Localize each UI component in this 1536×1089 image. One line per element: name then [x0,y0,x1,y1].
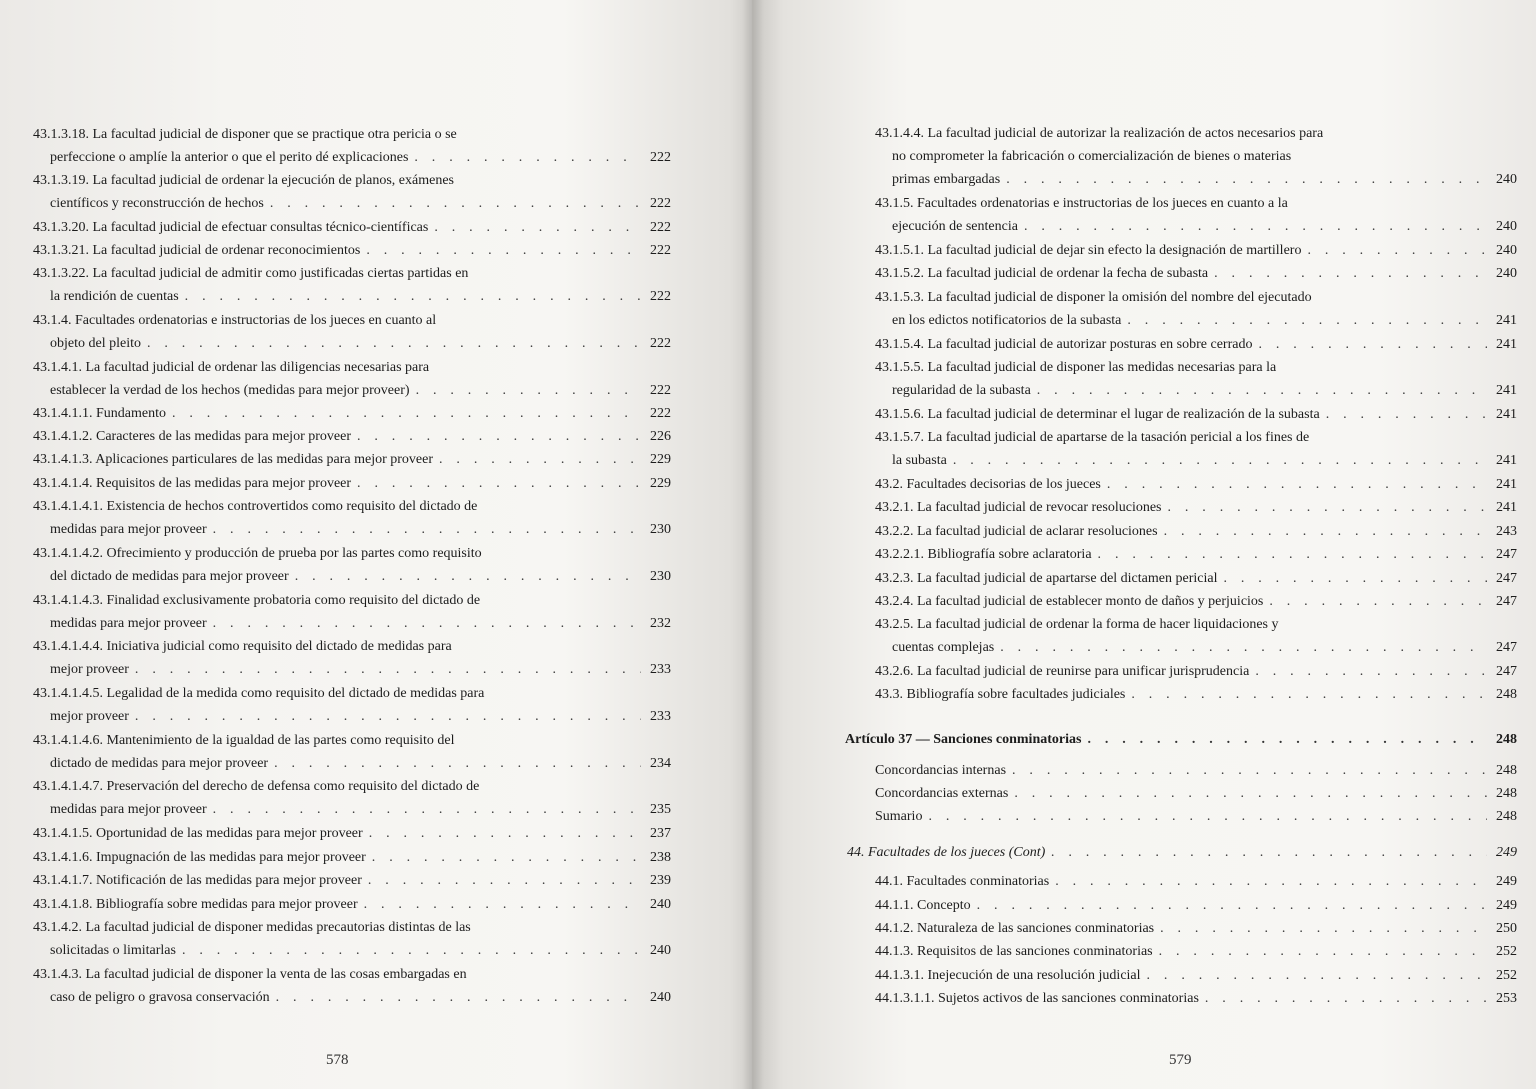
dot-leader [439,450,641,470]
toc-entry-page: 241 [1496,500,1517,515]
toc-entry-line [875,872,1517,892]
toc-entry-line [875,615,1517,635]
toc-entry-page: 241 [1496,313,1517,328]
toc-entry-title: no comprometer la fabricación o comercialización de bienes o materias [892,149,1292,164]
toc-entry-line [875,896,1517,916]
toc-entry-page: 240 [1496,243,1517,258]
toc-entry-line [50,381,671,401]
dot-leader [1160,919,1487,939]
toc-entry-line [875,335,1517,355]
dot-leader [414,148,641,168]
toc-entry-line [875,241,1517,261]
toc-entry-title: 43.1.4. Facultades ordenatorias e instructorias de los jueces en cuanto al [33,313,437,328]
toc-entry-line [875,522,1517,542]
toc-entry-page: 247 [1496,664,1517,679]
dot-leader [1024,217,1487,237]
toc-entry-page: 248 [1496,763,1517,778]
dot-leader [1107,475,1487,495]
toc-entry-page: 240 [1496,266,1517,281]
toc-entry-line [50,287,671,307]
toc-entry-page: 241 [1496,453,1517,468]
dot-leader [1205,989,1487,1009]
dot-leader [1223,569,1487,589]
dot-leader [1164,522,1487,542]
toc-entry-title: 43.1.3.22. La facultad judicial de admitir como justificadas ciertas partidas en [33,266,469,281]
toc-entry-page: 222 [650,243,671,258]
dot-leader [369,824,641,844]
toc-entry-line [50,800,671,820]
dot-leader [213,800,641,820]
toc-entry-title: 43.1.4.1.4.4. Iniciativa judicial como requisito del dictado de medidas para [33,639,452,654]
toc-entry-title: 43.2.4. La facultad judicial de establecer monto de daños y perjuicios [875,594,1264,609]
page-number: 578 [326,1052,349,1068]
toc-entry-line [875,919,1517,939]
toc-entry-page: 247 [1496,571,1517,586]
toc-entry-line [875,428,1517,448]
toc-entry-title: medidas para mejor proveer [50,522,207,537]
dot-leader [928,807,1487,827]
toc-entry-title: Sumario [875,809,923,824]
toc-entry-title: 44.1.3. Requisitos de las sanciones conminatorias [875,944,1153,959]
toc-entry-title: objeto del pleito [50,336,141,351]
toc-entry-page: 248 [1496,732,1517,747]
toc-entry-page: 237 [650,826,671,841]
toc-entry-title: 43.1.4.3. La facultad judicial de disponer la venta de las cosas embargadas en [33,967,467,982]
toc-entry-line [33,684,671,704]
toc-entry-line [33,544,671,564]
dot-leader [172,404,641,424]
toc-entry-page: 249 [1496,845,1517,860]
toc-entry-line [875,761,1517,781]
toc-entry-line [875,358,1517,378]
toc-entry-line [33,404,671,424]
toc-entry-page: 222 [650,406,671,421]
toc-entry-line [875,194,1517,214]
toc-entry-line [33,171,671,191]
toc-entry-title: 43.1.4.1.4.5. Legalidad de la medida como requisito del dictado de medidas para [33,686,485,701]
toc-entry-line [875,124,1517,144]
toc-entry-title: 43.1.4.1.4. Requisitos de las medidas para mejor proveer [33,476,352,491]
toc-entry-page: 226 [650,429,671,444]
toc-entry-page: 222 [650,196,671,211]
toc-entry-page: 233 [650,662,671,677]
toc-entry-title: 43.1.4.1.8. Bibliografía sobre medidas para mejor proveer [33,897,358,912]
toc-entry-line [33,427,671,447]
dot-leader [372,848,641,868]
toc-entry-line [892,638,1517,658]
toc-entry-line [50,754,671,774]
dot-leader [368,871,641,891]
dot-leader [295,567,641,587]
toc-entry-line [875,966,1517,986]
dot-leader [1214,264,1487,284]
toc-entry-line [892,381,1517,401]
toc-entry-page: 248 [1496,687,1517,702]
toc-entry-title: 43.1.5. Facultades ordenatorias e instructorias de los jueces en cuanto a la [875,196,1288,211]
toc-entry-line [892,170,1517,190]
toc-entry-page: 235 [650,802,671,817]
toc-entry-line [50,567,671,587]
toc-entry-title: 43.1.3.20. La facultad judicial de efectuar consultas técnico-científicas [33,220,429,235]
toc-entry-title: Concordancias internas [875,763,1007,778]
toc-entry-line [50,334,671,354]
dot-leader [1098,545,1487,565]
toc-entry-line [33,871,671,891]
toc-entry-line [33,358,671,378]
toc-entry-page: 241 [1496,407,1517,422]
toc-entry-line [875,989,1517,1009]
toc-entry-line [33,731,671,751]
toc-entry-page: 248 [1496,809,1517,824]
toc-entry-title: 43.2. Facultades decisorias de los jueces [875,477,1101,492]
page-number: 579 [1169,1052,1192,1068]
toc-entry-line [875,592,1517,612]
toc-entry-title: mejor proveer [50,662,129,677]
dot-leader [147,334,641,354]
toc-entry-line [50,988,671,1008]
toc-entry-page: 241 [1496,477,1517,492]
toc-entry-line [875,784,1517,804]
toc-entry-page: 249 [1496,898,1517,913]
toc-entry-page: 222 [650,150,671,165]
toc-entry-title: 43.2.1. La facultad judicial de revocar resoluciones [875,500,1162,515]
toc-entry-page: 240 [650,990,671,1005]
dot-leader [1326,405,1487,425]
toc-entry-title: la rendición de cuentas [50,289,179,304]
dot-leader [1147,966,1487,986]
toc-entry-line [50,660,671,680]
dot-leader [270,194,641,214]
toc-entry-line [875,405,1517,425]
dot-leader [185,287,641,307]
toc-entry-page: 232 [650,616,671,631]
toc-entry-line [33,918,671,938]
dot-leader [213,520,641,540]
dot-leader [1055,872,1487,892]
toc-entry-page: 222 [650,336,671,351]
toc-entry-line [892,451,1517,471]
toc-entry-title: 43.1.4.1.7. Notificación de las medidas para mejor proveer [33,873,362,888]
toc-entry-line [33,965,671,985]
toc-entry-title: perfeccione o amplíe la anterior o que el perito dé explicaciones [50,150,409,165]
dot-leader [213,614,641,634]
toc-entry-line [845,730,1517,750]
toc-entry-page: 240 [1496,219,1517,234]
toc-entry-title: científicos y reconstrucción de hechos [50,196,264,211]
toc-entry-title: medidas para mejor proveer [50,616,207,631]
toc-entry-page: 240 [1496,172,1517,187]
toc-entry-line [33,591,671,611]
dot-leader [416,381,641,401]
toc-entry-title: 43.1.4.1.5. Oportunidad de las medidas para mejor proveer [33,826,363,841]
toc-entry-line [892,147,1517,167]
dot-leader [135,707,641,727]
dot-leader [1127,311,1487,331]
toc-entry-title: 43.1.5.2. La facultad judicial de ordenar la fecha de subasta [875,266,1209,281]
dot-leader [1051,843,1487,863]
toc-entry-title: 44.1.1. Concepto [875,898,971,913]
toc-entry-line [875,498,1517,518]
toc-entry-page: 252 [1496,968,1517,983]
toc-entry-title: 44. Facultades de los jueces (Cont) [847,845,1046,860]
toc-entry-title: 43.1.4.1.4.2. Ofrecimiento y producción de prueba por las partes como requisito [33,546,482,561]
toc-entry-title: establecer la verdad de los hechos (medidas para mejor proveer) [50,383,410,398]
toc-entry-page: 248 [1496,786,1517,801]
toc-entry-page: 230 [650,522,671,537]
toc-entry-page: 241 [1496,383,1517,398]
toc-entry-title: 43.1.5.3. La facultad judicial de disponer la omisión del nombre del ejecutado [875,290,1312,305]
toc-entry-title: del dictado de medidas para mejor proveer [50,569,289,584]
toc-entry-line [50,148,671,168]
toc-entry-title: 43.1.5.5. La facultad judicial de disponer las medidas necesarias para la [875,360,1277,375]
dot-leader [1168,498,1488,518]
toc-entry-title: ejecución de sentencia [892,219,1018,234]
toc-entry-title: 43.1.4.1.4.6. Mantenimiento de la igualdad de las partes como requisito del [33,733,455,748]
toc-entry-line [33,125,671,145]
toc-entry-title: 44.1.3.1. Inejecución de una resolución judicial [875,968,1141,983]
dot-leader [1258,335,1487,355]
dot-leader [953,451,1487,471]
toc-entry-title: 43.2.2.1. Bibliografía sobre aclaratoria [875,547,1092,562]
toc-entry-line [875,685,1517,705]
toc-entry-line [892,311,1517,331]
toc-entry-page: 252 [1496,944,1517,959]
toc-entry-title: 43.1.4.1.4.1. Existencia de hechos controvertidos como requisito del dictado de [33,499,478,514]
toc-entry-page: 247 [1496,594,1517,609]
dot-leader [434,218,641,238]
toc-entry-line [50,194,671,214]
dot-leader [276,988,641,1008]
dot-leader [1037,381,1487,401]
toc-entry-line [875,264,1517,284]
toc-entry-title: 44.1.2. Naturaleza de las sanciones conminatorias [875,921,1155,936]
toc-entry-title: 43.1.4.1.2. Caracteres de las medidas para mejor proveer [33,429,351,444]
toc-entry-title: mejor proveer [50,709,129,724]
dot-leader [182,941,641,961]
dot-leader [364,895,641,915]
book-gutter-shadow [742,0,764,1089]
toc-entry-line [33,474,671,494]
toc-entry-title: 43.2.5. La facultad judicial de ordenar la forma de hacer liquidaciones y [875,617,1279,632]
toc-entry-page: 243 [1496,524,1517,539]
toc-entry-line [33,848,671,868]
dot-leader [1000,638,1487,658]
toc-entry-title: 43.1.4.4. La facultad judicial de autorizar la realización de actos necesarios para [875,126,1324,141]
toc-entry-title: 43.1.5.1. La facultad judicial de dejar sin efecto la designación de martillero [875,243,1302,258]
toc-entry-title: 43.1.4.1.4.7. Preservación del derecho de defensa como requisito del dictado de [33,779,480,794]
toc-entry-title: dictado de medidas para mejor proveer [50,756,269,771]
toc-entry-title: 43.3. Bibliografía sobre facultades judiciales [875,687,1126,702]
toc-entry-title: en los edictos notificatorios de la subasta [892,313,1122,328]
toc-entry-line [33,637,671,657]
toc-entry-line [33,497,671,517]
toc-entry-page: 238 [650,850,671,865]
dot-leader [274,754,641,774]
toc-entry-line [875,288,1517,308]
toc-entry-line [875,662,1517,682]
toc-entry-page: 247 [1496,640,1517,655]
dot-leader [135,660,641,680]
toc-entry-line [50,520,671,540]
toc-entry-page: 222 [650,383,671,398]
toc-entry-page: 247 [1496,547,1517,562]
toc-entry-page: 229 [650,476,671,491]
toc-entry-title: 43.1.3.18. La facultad judicial de disponer que se practique otra pericia o se [33,127,457,142]
dot-leader [977,896,1487,916]
dot-leader [1255,662,1487,682]
toc-entry-page: 253 [1496,991,1517,1006]
toc-entry-title: 43.1.5.7. La facultad judicial de apartarse de la tasación pericial a los fines de [875,430,1310,445]
toc-entry-title: 43.1.5.6. La facultad judicial de determinar el lugar de realización de la subasta [875,407,1320,422]
dot-leader [1012,761,1487,781]
toc-entry-line [875,569,1517,589]
toc-entry-title: la subasta [892,453,947,468]
toc-entry-title: 43.1.4.1.3. Aplicaciones particulares de las medidas para mejor proveer [33,452,434,467]
toc-entry-page: 222 [650,289,671,304]
toc-entry-title: 44.1. Facultades conminatorias [875,874,1050,889]
toc-entry-line [33,777,671,797]
toc-entry-title: 43.1.3.19. La facultad judicial de ordenar la ejecución de planos, exámenes [33,173,454,188]
right-page [752,0,1536,1089]
toc-entry-title: 43.1.4.1. La facultad judicial de ordenar las diligencias necesarias para [33,360,430,375]
toc-entry-line [33,895,671,915]
dot-leader [1014,784,1487,804]
toc-entry-page: 249 [1496,874,1517,889]
dot-leader [1307,241,1487,261]
toc-entry-page: 241 [1496,337,1517,352]
toc-entry-title: solicitadas o limitarlas [50,943,176,958]
toc-entry-title: 43.1.3.21. La facultad judicial de ordenar reconocimientos [33,243,361,258]
left-page [0,0,752,1089]
toc-entry-line [50,941,671,961]
toc-entry-line [33,311,671,331]
dot-leader [1006,170,1487,190]
toc-entry-title: 43.2.3. La facultad judicial de apartarse del dictamen pericial [875,571,1218,586]
toc-entry-title: caso de peligro o gravosa conservación [50,990,270,1005]
toc-entry-line [33,241,671,261]
toc-entry-line [892,217,1517,237]
toc-entry-page: 250 [1496,921,1517,936]
dot-leader [357,474,641,494]
toc-entry-title: Artículo 37 — Sanciones conminatorias [845,732,1082,747]
dot-leader [1159,942,1487,962]
toc-entry-title: 43.2.6. La facultad judicial de reunirse para unificar jurisprudencia [875,664,1250,679]
toc-entry-title: 43.1.4.1.1. Fundamento [33,406,166,421]
toc-entry-line [33,218,671,238]
toc-entry-line [875,942,1517,962]
toc-entry-line [50,614,671,634]
toc-entry-line [875,475,1517,495]
toc-entry-title: medidas para mejor proveer [50,802,207,817]
toc-entry-title: 43.1.5.4. La facultad judicial de autorizar posturas en sobre cerrado [875,337,1253,352]
toc-entry-line [33,824,671,844]
dot-leader [1269,592,1487,612]
toc-entry-title: Concordancias externas [875,786,1009,801]
toc-entry-page: 240 [650,897,671,912]
dot-leader [357,427,641,447]
toc-entry-title: 43.1.4.2. La facultad judicial de disponer medidas precautorias distintas de las [33,920,471,935]
toc-entry-page: 229 [650,452,671,467]
toc-entry-title: regularidad de la subasta [892,383,1031,398]
toc-entry-line [847,843,1517,863]
dot-leader [366,241,641,261]
toc-entry-line [50,707,671,727]
toc-entry-line [33,450,671,470]
toc-entry-page: 234 [650,756,671,771]
dot-leader [1087,730,1487,750]
toc-entry-line [875,807,1517,827]
toc-entry-title: 43.1.4.1.6. Impugnación de las medidas para mejor proveer [33,850,366,865]
toc-entry-page: 230 [650,569,671,584]
toc-entry-title: primas embargadas [892,172,1001,187]
toc-entry-title: 43.1.4.1.4.3. Finalidad exclusivamente probatoria como requisito del dictado de [33,593,481,608]
toc-entry-title: 44.1.3.1.1. Sujetos activos de las sanciones conminatorias [875,991,1199,1006]
toc-entry-line [875,545,1517,565]
toc-entry-title: cuentas complejas [892,640,995,655]
toc-entry-title: 43.2.2. La facultad judicial de aclarar resoluciones [875,524,1158,539]
toc-entry-line [33,264,671,284]
toc-entry-page: 240 [650,943,671,958]
toc-entry-page: 239 [650,873,671,888]
dot-leader [1131,685,1487,705]
toc-entry-page: 222 [650,220,671,235]
toc-entry-page: 233 [650,709,671,724]
